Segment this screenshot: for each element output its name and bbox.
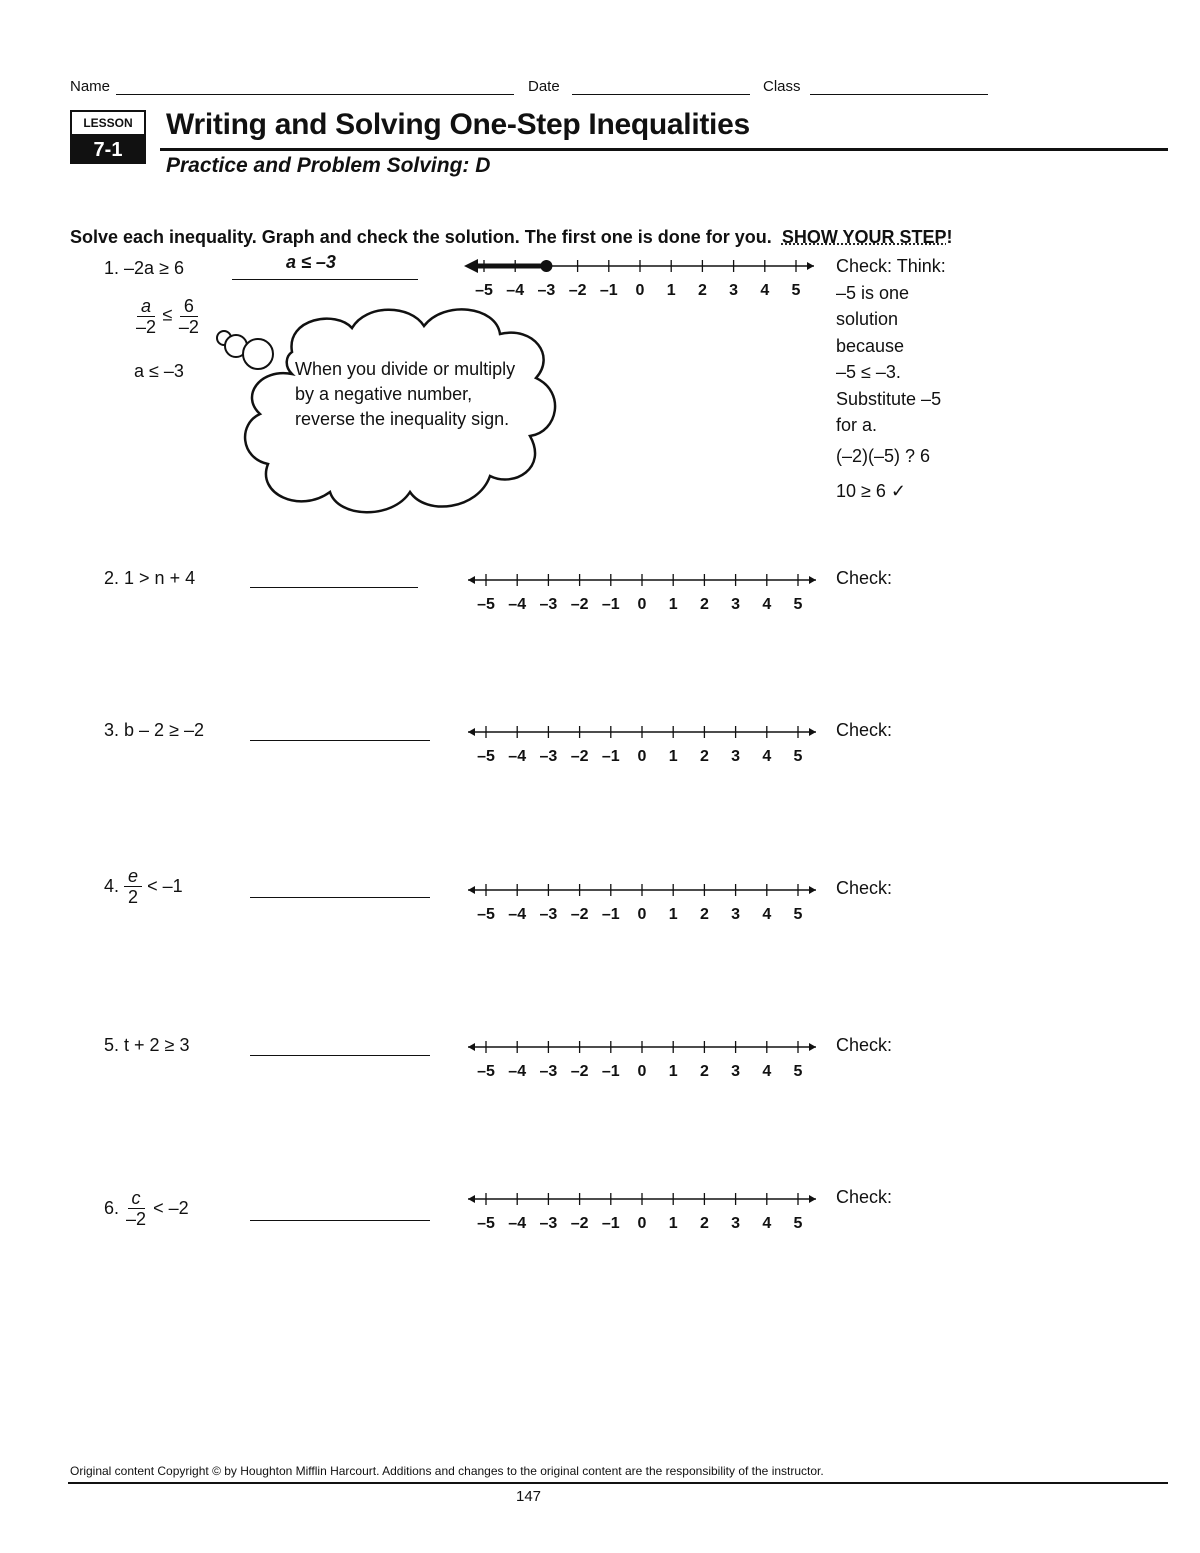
arrow-right-icon bbox=[807, 262, 814, 270]
bubble-text: When you divide or multiply by a negative number, reverse the inequality sign. bbox=[295, 359, 516, 429]
tick-label: 5 bbox=[793, 906, 803, 923]
solution-endpoint bbox=[541, 261, 551, 271]
check-label: Check: bbox=[836, 720, 893, 740]
tick-label: –2 bbox=[570, 748, 589, 765]
number-line[interactable] bbox=[462, 876, 842, 926]
fraction-den: –2 bbox=[126, 1209, 147, 1229]
tick-label: –1 bbox=[599, 282, 618, 299]
tick-label: 4 bbox=[762, 748, 772, 765]
page-subtitle: Practice and Problem Solving: D bbox=[166, 154, 491, 177]
number-line[interactable] bbox=[460, 252, 840, 302]
tick-label: 3 bbox=[731, 596, 741, 613]
arrow-right-icon bbox=[809, 1043, 816, 1051]
tick-label: –4 bbox=[506, 282, 525, 299]
check-line: –5 is one bbox=[836, 282, 910, 303]
answer-line[interactable] bbox=[250, 1054, 430, 1056]
tick-label: 5 bbox=[793, 596, 803, 613]
arrow-right-icon bbox=[809, 1195, 816, 1203]
page-title: Writing and Solving One-Step Inequalities bbox=[166, 108, 750, 141]
problem-expression: b – 2 ≥ –2 bbox=[124, 720, 204, 740]
problem-number: 3. bbox=[104, 720, 120, 740]
tick-label: –2 bbox=[570, 596, 589, 613]
lesson-number: 7-1 bbox=[70, 136, 146, 164]
tick-label: –2 bbox=[570, 1215, 589, 1232]
arrow-left-icon bbox=[468, 1195, 475, 1203]
tick-label: –3 bbox=[537, 282, 556, 299]
tick-label: –3 bbox=[539, 906, 558, 923]
fraction-rest: < –1 bbox=[147, 876, 183, 896]
example-check bbox=[836, 253, 946, 439]
tick-label: –2 bbox=[568, 282, 587, 299]
tick-label: 4 bbox=[762, 596, 772, 613]
problem-number: 6. bbox=[104, 1198, 120, 1218]
number-line[interactable] bbox=[462, 718, 842, 768]
example-answer: a ≤ –3 bbox=[286, 252, 336, 272]
answer-line[interactable] bbox=[250, 586, 418, 588]
example-inequality: –2a ≥ 6 bbox=[124, 258, 184, 278]
tick-label: 4 bbox=[762, 1215, 772, 1232]
tick-label: –5 bbox=[477, 1063, 495, 1080]
answer-line[interactable] bbox=[250, 896, 430, 898]
tick-label: –2 bbox=[570, 1063, 589, 1080]
example-result: a ≤ –3 bbox=[134, 361, 184, 381]
tick-label: 0 bbox=[637, 1215, 647, 1232]
tick-label: 1 bbox=[668, 906, 678, 923]
number-line[interactable] bbox=[462, 1033, 842, 1083]
tick-label: –5 bbox=[477, 748, 495, 765]
step-operator: ≤ bbox=[162, 304, 173, 325]
tick-label: 3 bbox=[731, 1063, 741, 1080]
solution-arrow-icon bbox=[464, 259, 478, 273]
check-line: –5 ≤ –3. bbox=[836, 362, 901, 382]
tick-label: –4 bbox=[508, 1215, 527, 1232]
tick-label: 4 bbox=[760, 282, 770, 299]
answer-line[interactable] bbox=[250, 739, 430, 741]
tick-label: –4 bbox=[508, 748, 527, 765]
fraction-den: 2 bbox=[128, 887, 139, 907]
problem-2 bbox=[104, 568, 195, 589]
tick-label: –5 bbox=[475, 282, 493, 299]
tick-label: 2 bbox=[699, 906, 709, 923]
tick-label: 2 bbox=[697, 282, 707, 299]
tick-label: –3 bbox=[539, 1063, 558, 1080]
fraction-rest: < –2 bbox=[153, 1198, 189, 1218]
tick-label: 4 bbox=[762, 1063, 772, 1080]
class-label: Class bbox=[763, 78, 801, 95]
tick-label: –4 bbox=[508, 596, 527, 613]
problem-fraction bbox=[124, 866, 142, 907]
tick-label: 3 bbox=[731, 1215, 741, 1232]
tick-label: 0 bbox=[635, 282, 645, 299]
instructions-end: ! bbox=[946, 227, 953, 247]
arrow-left-icon bbox=[468, 728, 475, 736]
check-line: for a. bbox=[836, 415, 878, 435]
tick-label: 2 bbox=[699, 1063, 709, 1080]
name-label: Name bbox=[70, 78, 111, 95]
problem-6 bbox=[104, 1188, 189, 1229]
step-num-left: a bbox=[137, 296, 155, 317]
check-line: Substitute –5 bbox=[836, 388, 942, 409]
tick-label: –1 bbox=[601, 1063, 620, 1080]
tick-label: 1 bbox=[668, 596, 678, 613]
problem-5 bbox=[104, 1035, 189, 1056]
tick-label: –1 bbox=[601, 906, 620, 923]
check-label: Check: bbox=[836, 1035, 893, 1055]
tick-label: 0 bbox=[637, 906, 647, 923]
date-label: Date bbox=[528, 78, 560, 95]
problem-expression: t + 2 ≥ 3 bbox=[124, 1035, 190, 1055]
number-line[interactable] bbox=[462, 1185, 842, 1235]
tick-label: –1 bbox=[601, 748, 620, 765]
footer-rule bbox=[68, 1482, 1168, 1484]
arrow-right-icon bbox=[809, 728, 816, 736]
problem-expression: 1 > n + 4 bbox=[124, 568, 196, 588]
check-line: because bbox=[836, 335, 905, 356]
problem-number: 2. bbox=[104, 568, 120, 588]
tick-label: 1 bbox=[668, 748, 678, 765]
tick-label: 3 bbox=[729, 282, 739, 299]
tick-label: –1 bbox=[601, 596, 620, 613]
tick-label: –1 bbox=[601, 1215, 620, 1232]
tick-label: 2 bbox=[699, 1215, 709, 1232]
page-number: 147 bbox=[516, 1488, 542, 1505]
fraction-num: c bbox=[128, 1188, 145, 1209]
tick-label: 1 bbox=[666, 282, 676, 299]
tick-label: –4 bbox=[508, 906, 527, 923]
tick-label: –3 bbox=[539, 1215, 558, 1232]
tick-label: –3 bbox=[539, 596, 558, 613]
tick-label: –3 bbox=[539, 748, 558, 765]
arrow-right-icon bbox=[809, 576, 816, 584]
tick-label: 1 bbox=[668, 1215, 678, 1232]
check-label: Check: bbox=[836, 568, 893, 588]
tick-label: –4 bbox=[508, 1063, 527, 1080]
tick-label: 5 bbox=[793, 1215, 803, 1232]
check-line: Check: Think: bbox=[836, 256, 946, 276]
tick-label: 3 bbox=[731, 906, 741, 923]
tick-label: 0 bbox=[637, 596, 647, 613]
tick-label: 3 bbox=[731, 748, 741, 765]
step-den-right: –2 bbox=[178, 317, 199, 337]
check-calc: (–2)(–5) ? 6 bbox=[836, 446, 931, 466]
check-label: Check: bbox=[836, 878, 893, 898]
problem-number: 5. bbox=[104, 1035, 120, 1055]
tick-label: 5 bbox=[793, 748, 803, 765]
check-label: Check: bbox=[836, 1187, 893, 1207]
tick-label: 4 bbox=[762, 906, 772, 923]
tick-label: 0 bbox=[637, 748, 647, 765]
arrow-left-icon bbox=[468, 886, 475, 894]
arrow-right-icon bbox=[809, 886, 816, 894]
check-result: 10 ≥ 6 ✓ bbox=[836, 481, 906, 501]
tick-label: 5 bbox=[791, 282, 801, 299]
instructions-emphasis: SHOW YOUR STEP bbox=[781, 227, 947, 247]
tick-label: 2 bbox=[699, 748, 709, 765]
tick-label: –5 bbox=[477, 906, 495, 923]
answer-line[interactable] bbox=[250, 1219, 430, 1221]
problem-4 bbox=[104, 866, 183, 907]
tick-label: –5 bbox=[477, 1215, 495, 1232]
tick-label: –5 bbox=[477, 596, 495, 613]
problem-fraction bbox=[124, 1188, 148, 1229]
tick-label: 5 bbox=[793, 1063, 803, 1080]
step-num-right: 6 bbox=[180, 296, 198, 317]
instructions-text: Solve each inequality. Graph and check the solution. The first one is done for you. bbox=[70, 227, 772, 247]
tick-label: 2 bbox=[699, 596, 709, 613]
problem-number: 4. bbox=[104, 876, 120, 896]
fraction-num: e bbox=[124, 866, 142, 887]
copyright-note: Original content Copyright © by Houghton Mifflin Harcourt. Additions and changes to the original content are the responsibility of the instructor. bbox=[70, 1464, 824, 1478]
tick-label: 0 bbox=[637, 1063, 647, 1080]
arrow-left-icon bbox=[468, 576, 475, 584]
number-line[interactable] bbox=[462, 566, 842, 616]
problem-3 bbox=[104, 720, 204, 741]
check-line: solution bbox=[836, 309, 899, 329]
tick-label: –2 bbox=[570, 906, 589, 923]
lesson-label: LESSON bbox=[70, 110, 146, 136]
step-den-left: –2 bbox=[136, 317, 157, 337]
example-number: 1. bbox=[104, 258, 120, 278]
tick-label: 1 bbox=[668, 1063, 678, 1080]
arrow-left-icon bbox=[468, 1043, 475, 1051]
